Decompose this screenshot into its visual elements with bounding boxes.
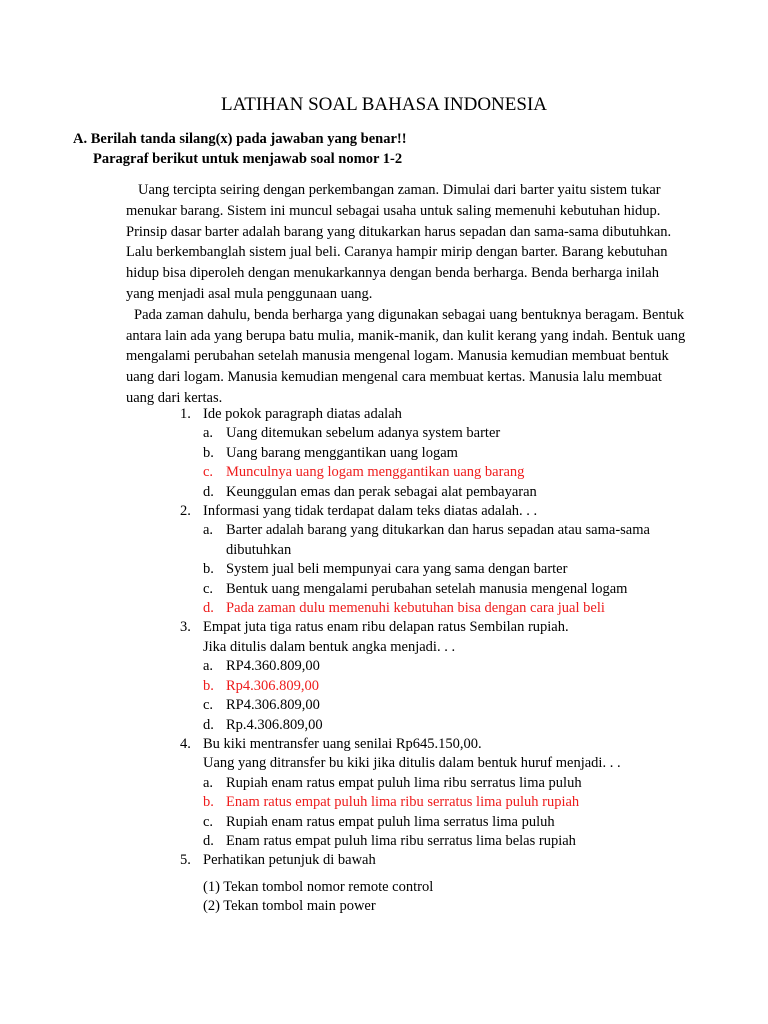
option-letter: b. — [203, 677, 214, 694]
option-2d-correct[interactable] — [203, 599, 680, 618]
option-letter: d. — [203, 600, 214, 617]
option-3b-correct[interactable] — [203, 677, 680, 696]
reading-passage — [126, 180, 686, 409]
question-text: Ide pokok paragraph diatas adalah — [203, 406, 402, 422]
section-subheading: Paragraf berikut untuk menjawab soal nomor 1-2 — [93, 151, 403, 167]
passage-paragraph-1: Uang tercipta seiring dengan perkembangan zaman. Dimulai dari barter yaitu sistem tukar menukar barang. Sistem ini muncul sebagai usaha untuk saling memenuhi kebutuhan hidup. Prinsip dasar barter adalah barang yang ditukarkan harus sepadan dan sama-sama dibutuhkan. Lalu berkembanglah sistem jual beli. Caranya hampir mirip dengan barter. Barang kebutuhan hidup bisa diperoleh dengan menukarkannya dengan benda berharga. Benda berharga inilah yang menjadi asal mula penggunaan uang. — [126, 182, 672, 302]
section-heading: A. Berilah tanda silang(x) pada jawaban yang benar!! — [73, 131, 407, 147]
option-text: Munculnya uang logam menggantikan uang barang — [226, 464, 525, 481]
option-1a[interactable] — [203, 424, 680, 443]
option-text: Rp4.306.809,00 — [226, 677, 320, 694]
option-2b[interactable] — [203, 560, 680, 579]
option-3a[interactable] — [203, 657, 680, 676]
question-number: 3. — [180, 619, 191, 636]
option-letter: c. — [203, 580, 214, 597]
option-letter: d. — [203, 832, 214, 849]
option-1c-correct[interactable] — [203, 463, 680, 482]
question-number: 1. — [180, 406, 191, 422]
option-letter: b. — [203, 444, 214, 461]
option-text: Uang barang menggantikan uang logam — [226, 444, 458, 461]
option-letter: a. — [203, 658, 214, 675]
option-text: Enam ratus empat puluh lima ribu serratus lima belas rupiah — [226, 832, 576, 849]
question-text: Empat juta tiga ratus enam ribu delapan ratus Sembilan rupiah. — [203, 619, 569, 636]
option-text: System jual beli mempunyai cara yang sama dengan barter — [226, 561, 568, 578]
question-text: Bu kiki mentransfer uang senilai Rp645.150,00. — [203, 735, 482, 752]
option-letter: d. — [203, 716, 214, 733]
step-1: (1) Tekan tombol nomor remote control — [203, 879, 434, 895]
question-instruction: Uang yang ditransfer bu kiki jika ditulis dalam bentuk huruf menjadi. . . — [203, 755, 621, 772]
question-text: Informasi yang tidak terdapat dalam teks diatas adalah. . . — [203, 503, 538, 520]
option-2c[interactable] — [203, 580, 680, 599]
option-letter: a. — [203, 522, 214, 539]
option-letter: c. — [203, 464, 214, 481]
option-letter: b. — [203, 561, 214, 578]
option-text: Rp.4.306.809,00 — [226, 716, 323, 733]
option-list — [203, 521, 680, 618]
question-number: 4. — [180, 735, 191, 752]
option-text: Barter adalah barang yang ditukarkan dan harus sepadan atau sama-sama dibutuhkan — [226, 522, 650, 558]
option-list — [203, 424, 680, 502]
option-letter: b. — [203, 794, 214, 811]
option-1b[interactable] — [203, 444, 680, 463]
option-list — [203, 774, 680, 852]
question-instruction: Jika ditulis dalam bentuk angka menjadi. . . — [203, 638, 456, 655]
option-letter: c. — [203, 697, 214, 714]
option-4c[interactable] — [203, 813, 680, 832]
question-5 — [180, 851, 680, 870]
option-text: Pada zaman dulu memenuhi kebutuhan bisa dengan cara jual beli — [226, 600, 605, 617]
question-3 — [180, 618, 680, 734]
option-1d[interactable] — [203, 483, 680, 502]
option-text: Keunggulan emas dan perak sebagai alat pembayaran — [226, 483, 537, 500]
question-text: Perhatikan petunjuk di bawah — [203, 852, 376, 869]
option-3c[interactable] — [203, 696, 680, 715]
step-2: (2) Tekan tombol main power — [203, 898, 376, 915]
question-number: 2. — [180, 503, 191, 520]
question-list — [180, 405, 680, 871]
option-2a[interactable] — [203, 521, 680, 560]
document-title: LATIHAN SOAL BAHASA INDONESIA — [221, 94, 547, 115]
option-letter: d. — [203, 483, 214, 500]
option-text: RP4.306.809,00 — [226, 697, 320, 714]
passage-paragraph-2: Pada zaman dahulu, benda berharga yang digunakan sebagai uang bentuknya beragam. Bentuk antara lain ada yang berupa batu mulia, manik-manik, dan kulit kerang yang indah. Bentuk uang mengalami perubahan setelah manusia mengenal logam. Manusia kemudian membuat bentuk uang dari logam. Manusia kemudian mengenal cara membuat kertas. Manusia lalu membuat uang dari kertas. — [126, 306, 686, 406]
option-letter: a. — [203, 425, 214, 442]
option-text: Enam ratus empat puluh lima ribu serratus lima puluh rupiah — [226, 794, 580, 811]
option-4b-correct[interactable] — [203, 793, 680, 812]
option-text: Uang ditemukan sebelum adanya system barter — [226, 425, 501, 442]
option-text: Rupiah enam ratus empat puluh lima serratus lima puluh — [226, 813, 555, 830]
question-4 — [180, 735, 680, 851]
question-1 — [180, 405, 680, 502]
option-text: Rupiah enam ratus empat puluh lima ribu serratus lima puluh — [226, 774, 582, 791]
option-4a[interactable] — [203, 774, 680, 793]
option-text: RP4.360.809,00 — [226, 658, 320, 675]
option-4d[interactable] — [203, 832, 680, 851]
option-3d[interactable] — [203, 716, 680, 735]
instruction-steps — [203, 878, 433, 917]
option-letter: c. — [203, 813, 214, 830]
question-number: 5. — [180, 852, 191, 869]
question-2 — [180, 502, 680, 618]
option-text: Bentuk uang mengalami perubahan setelah manusia mengenal logam — [226, 580, 628, 597]
option-list — [203, 657, 680, 735]
option-letter: a. — [203, 774, 214, 791]
